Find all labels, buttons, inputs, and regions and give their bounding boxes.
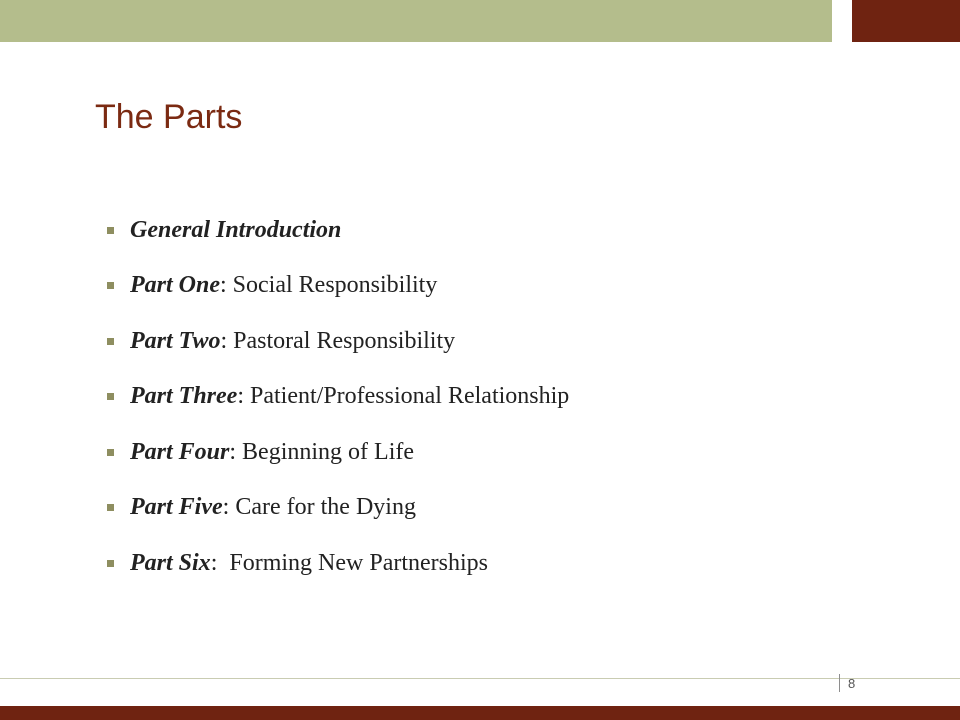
bullet-list <box>107 210 569 599</box>
list-item <box>107 266 569 306</box>
bottom-accent-bar <box>0 706 960 720</box>
list-item <box>107 432 569 472</box>
part-name: Part Three <box>130 383 238 409</box>
part-name: Part Six <box>130 549 211 576</box>
square-bullet-icon <box>107 449 114 456</box>
part-separator: : <box>222 494 236 520</box>
part-name: General Introduction <box>130 216 342 243</box>
top-accent-bar <box>0 0 832 42</box>
square-bullet-icon <box>107 560 114 567</box>
part-description: Care for the Dying <box>235 494 416 520</box>
square-bullet-icon <box>107 393 114 400</box>
part-separator: : <box>237 383 250 409</box>
top-corner-block <box>852 0 960 42</box>
part-name: Part Four <box>130 438 230 465</box>
page-number-divider <box>839 674 840 692</box>
slide-title: The Parts <box>95 98 243 136</box>
part-separator: : <box>229 438 243 465</box>
part-description: Social Responsibility <box>232 272 438 298</box>
part-separator: : <box>220 327 234 354</box>
part-description: Patient/Professional Relationship <box>250 383 570 409</box>
footer-divider-line <box>0 678 960 679</box>
part-description: Beginning of Life <box>242 438 415 465</box>
square-bullet-icon <box>107 282 114 289</box>
list-item <box>107 377 569 417</box>
part-separator: : <box>220 272 233 298</box>
list-item <box>107 321 569 361</box>
page-number: 8 <box>848 676 856 691</box>
part-description: Pastoral Responsibility <box>233 327 456 354</box>
list-item <box>107 543 569 583</box>
part-name: Part One <box>130 272 220 298</box>
part-name: Part Two <box>130 327 221 354</box>
part-description: Forming New Partnerships <box>229 549 489 576</box>
part-separator: : <box>210 549 230 576</box>
square-bullet-icon <box>107 227 114 234</box>
square-bullet-icon <box>107 504 114 511</box>
list-item <box>107 210 569 250</box>
part-name: Part Five <box>130 494 223 520</box>
list-item <box>107 488 569 528</box>
square-bullet-icon <box>107 338 114 345</box>
